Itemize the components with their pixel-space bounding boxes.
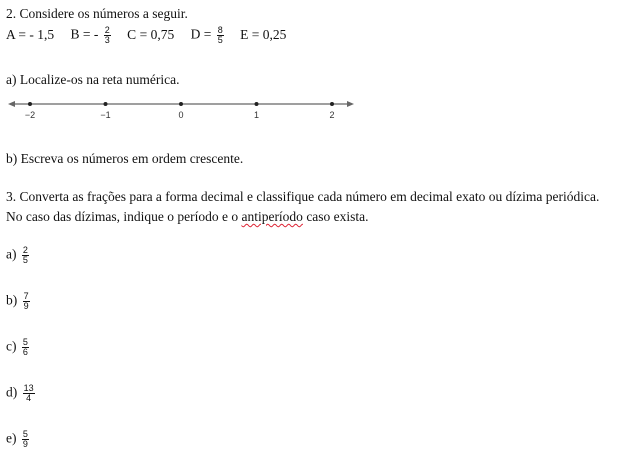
q2-title: 2. Considere os números a seguir. [6, 6, 188, 21]
number-line [0, 0, 640, 130]
var-e: E = 0,25 [240, 26, 287, 42]
var-a: A = - 1,5 [6, 26, 55, 42]
q3-item-a: a) $\frac{2}{5}$ [6, 245, 28, 265]
q3-item-b: b) $\frac{7}{9}$ [6, 291, 29, 311]
number-line-tick-label: 2 [329, 110, 335, 120]
number-line-tick-label: −1 [100, 110, 111, 120]
number-line-tick [104, 102, 108, 106]
fraction: $\frac{7}{9}$ [23, 291, 29, 311]
number-line-tick-label: 0 [178, 110, 184, 120]
fraction: $\frac{8}{5}$ [217, 25, 223, 45]
q3-item-e: e) $\frac{5}{9}$ [6, 429, 28, 449]
q3-statement-line1: 3. Converta as frações para a forma decimal e classifique cada número em decimal exato ou dízima periódica. [6, 189, 600, 204]
number-line-tick-label: −2 [24, 110, 36, 120]
number-line-tick [255, 102, 259, 106]
q3-item-d: d) $\frac{13}{4}$ [6, 383, 34, 403]
q3-statement-line2: No caso das dízimas, indique o período e o antiperíodo caso exista. [6, 209, 369, 224]
number-line-tick-label: 1 [253, 110, 260, 120]
arrow-right-icon [347, 101, 354, 107]
number-line-tick [28, 102, 32, 106]
misspelled-word: antiperíodo [241, 209, 303, 224]
fraction: $\frac{5}{9}$ [22, 429, 28, 449]
q2-part-b: b) Escreva os números em ordem crescente. [6, 151, 244, 166]
number-line-tick [179, 102, 183, 106]
number-line-tick [330, 102, 334, 106]
fraction: $\frac{13}{4}$ [23, 383, 34, 403]
fraction: $\frac{2}{3}$ [104, 25, 110, 45]
q2-part-a: a) Localize-os na reta numérica. [6, 72, 180, 87]
q3-item-c: c) $\frac{5}{6}$ [6, 337, 28, 357]
var-c: C = 0,75 [127, 26, 175, 42]
var-b: B = - $\frac{2}{3}$ [70, 25, 110, 45]
fraction: $\frac{5}{6}$ [22, 337, 28, 357]
fraction: $\frac{2}{5}$ [22, 245, 28, 265]
arrow-left-icon [8, 101, 15, 107]
var-d: D = $\frac{8}{5}$ [190, 25, 223, 45]
